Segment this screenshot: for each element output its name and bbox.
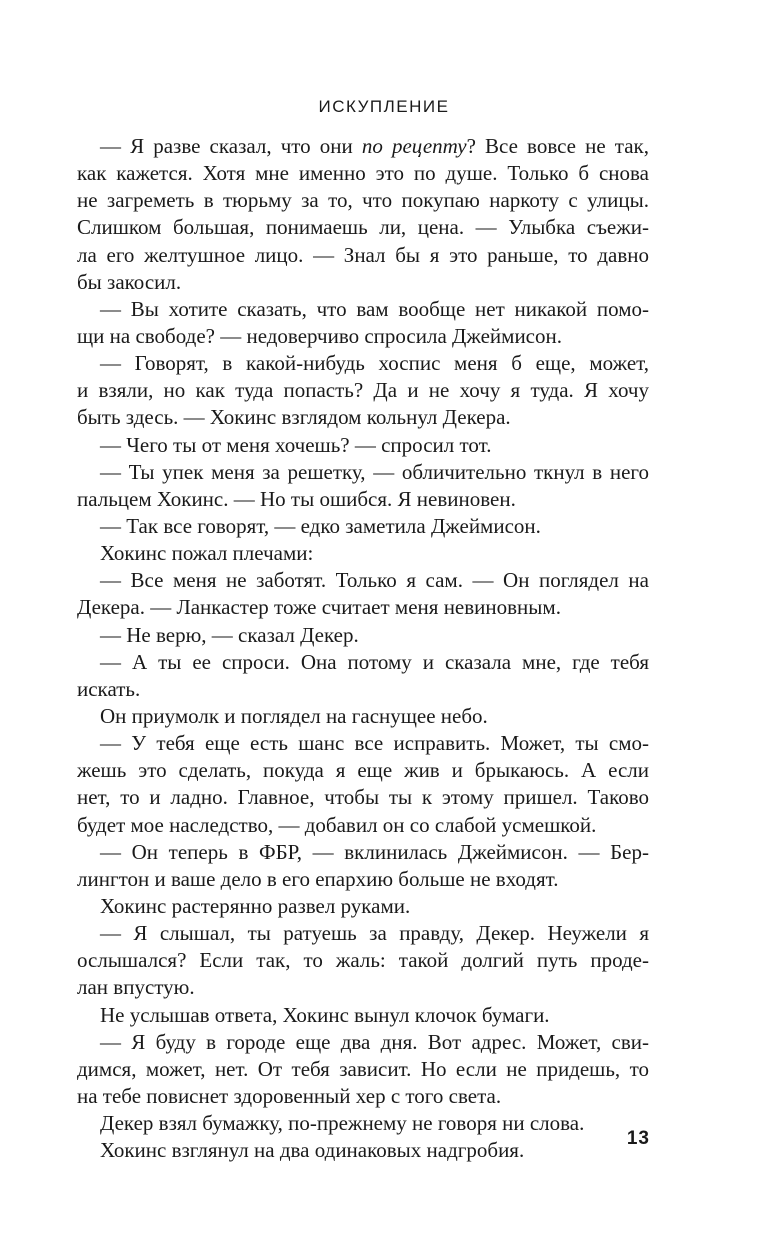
running-title: ИСКУПЛЕНИЕ xyxy=(318,97,450,116)
text-line: щи на свободе? — недоверчиво спросила Джеймисон. xyxy=(77,323,562,348)
body-text xyxy=(77,133,649,1164)
text-line: — Я слышал, ты ратуешь за правду, Декер. Неужели я xyxy=(100,921,649,946)
text-line: — Я разве сказал, что они по рецепту? Все вовсе не так, xyxy=(100,134,649,158)
text-line: — Вы хотите сказать, что вам вообще нет никакой помо- xyxy=(100,296,649,321)
text-line: искать. xyxy=(77,676,141,701)
text-line: Хокинс взглянул на два одинаковых надгробия. xyxy=(100,1138,525,1163)
text-line: Слишком большая, понимаешь ли, цена. — Улыбка съежи- xyxy=(77,215,649,240)
text-line: — Так все говорят, — едко заметила Джеймисон. xyxy=(100,513,541,538)
text-line: на тебе повиснет здоровенный хер с того света. xyxy=(77,1083,502,1108)
text-line: — Он теперь в ФБР, — вклинилась Джеймисон. — Бер- xyxy=(100,839,649,864)
text-line: жешь это сделать, покуда я еще жив и брыкаюсь. А если xyxy=(77,758,649,783)
text-line: — А ты ее спроси. Она потому и сказала мне, где тебя xyxy=(100,649,649,674)
text-line: как кажется. Хотя мне именно это по душе. Только б снова xyxy=(77,161,649,186)
text-line: бы закосил. xyxy=(77,269,182,294)
text-line: ла его желтушное лицо. — Знал бы я это раньше, то давно xyxy=(77,242,649,267)
text-line: — Я буду в городе еще два дня. Вот адрес. Может, сви- xyxy=(100,1029,649,1054)
text-line: — У тебя еще есть шанс все исправить. Может, ты смо- xyxy=(100,731,649,756)
text-line: и взяли, но как туда попасть? Да и не хочу я туда. Я хочу xyxy=(77,378,649,403)
text-line: ослышался? Если так, то жаль: такой долгий путь проде- xyxy=(77,948,649,973)
emphasis: по рецепту xyxy=(361,134,467,158)
text-line: — Говорят, в какой-нибудь хоспис меня б еще, может, xyxy=(100,351,649,376)
text-line: не загреметь в тюрьму за то, что покупаю наркоту с улицы. xyxy=(77,188,649,213)
text-line: Хокинс растерянно развел руками. xyxy=(100,893,411,918)
text-line: пальцем Хокинс. — Но ты ошибся. Я невиновен. xyxy=(77,486,516,511)
text-line: Он приумолк и поглядел на гаснущее небо. xyxy=(100,703,488,728)
page-number: 13 xyxy=(626,1128,650,1149)
text-line: Не услышав ответа, Хокинс вынул клочок бумаги. xyxy=(100,1002,550,1027)
text-line: быть здесь. — Хокинс взглядом кольнул Декера. xyxy=(77,405,511,430)
text-line: Хокинс пожал плечами: xyxy=(100,541,314,566)
text-line: лингтон и ваше дело в его епархию больше не входят. xyxy=(77,866,559,891)
text-line: Декера. — Ланкастер тоже считает меня невиновным. xyxy=(77,595,561,620)
text-line: нет, то и ладно. Главное, чтобы ты к этому пришел. Таково xyxy=(77,785,649,810)
text-line: будет мое наследство, — добавил он со слабой усмешкой. xyxy=(77,812,597,837)
text-line: — Не верю, — сказал Декер. xyxy=(100,622,359,647)
text-line: лан впустую. xyxy=(77,975,195,1000)
text-line: — Ты упек меня за решетку, — обличительно ткнул в него xyxy=(100,459,649,484)
text-line: Декер взял бумажку, по-прежнему не говоря ни слова. xyxy=(100,1111,585,1136)
text-line: димся, может, нет. От тебя зависит. Но если не придешь, то xyxy=(77,1056,649,1081)
text-line: — Чего ты от меня хочешь? — спросил тот. xyxy=(100,432,492,457)
text-line: — Все меня не заботят. Только я сам. — Он поглядел на xyxy=(100,568,649,593)
